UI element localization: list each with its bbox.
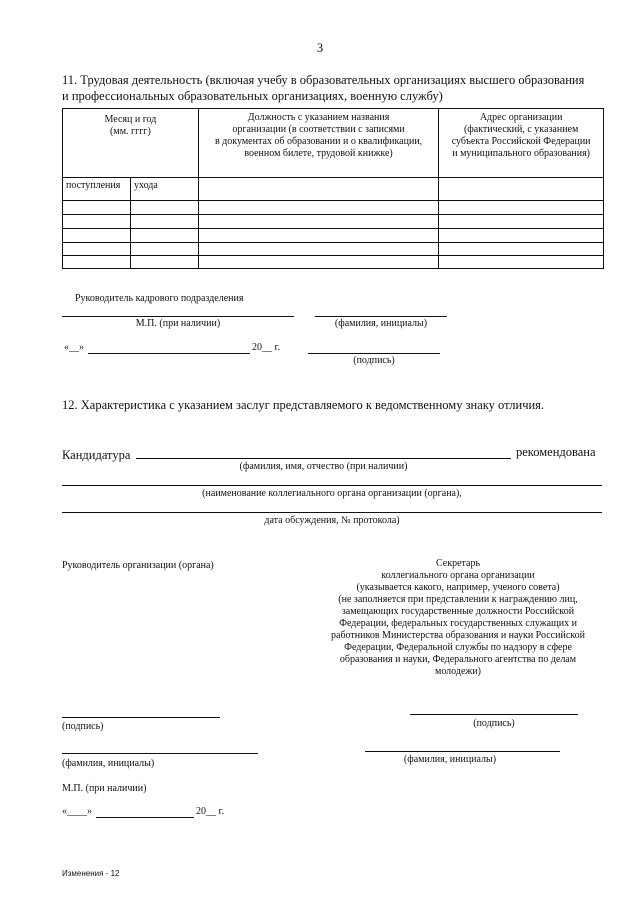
stamp-label: М.П. (при наличии) — [135, 318, 221, 329]
table-row — [63, 256, 604, 269]
hr-signature-line[interactable] — [308, 353, 440, 354]
section-11-heading-line2: и профессиональных образовательных организациях, военную службу) — [62, 89, 443, 103]
date-month-line-2[interactable] — [96, 817, 194, 818]
date-protocol-label: дата обсуждения, № протокола) — [264, 515, 400, 526]
secretary-name-label: (фамилия, инициалы) — [403, 754, 497, 765]
table-row — [63, 215, 604, 229]
section-11-heading — [62, 72, 622, 104]
table-cell[interactable] — [198, 178, 438, 201]
stamp-label-2: М.П. (при наличии) — [62, 783, 147, 794]
org-head-name-label: (фамилия, инициалы) — [62, 758, 155, 769]
hr-name-line[interactable] — [315, 316, 447, 317]
secretary-name-line[interactable] — [365, 751, 560, 752]
candidacy-label: Кандидатура — [62, 448, 131, 462]
table-row — [63, 201, 604, 215]
sub-header-end: ухода — [130, 178, 198, 201]
secretary-signature-line[interactable] — [410, 714, 578, 715]
footer-note: Изменения - 12 — [62, 869, 120, 878]
col-address-header: Адрес организации (фактический, с указанием субъекта Российской Федерации и муниципального образования) — [439, 109, 604, 178]
org-head-signature-label: (подпись) — [62, 721, 104, 732]
page-number: 3 — [316, 41, 324, 55]
hr-signature-label: (подпись) — [353, 355, 395, 366]
hr-name-label: (фамилия, инициалы) — [334, 318, 428, 329]
hr-head-label: Руководитель кадрового подразделения — [75, 293, 244, 304]
collegial-body-line[interactable] — [62, 485, 602, 486]
secretary-signature-label: (подпись) — [473, 718, 515, 729]
sub-header-start: поступления — [63, 178, 131, 201]
secretary-block: Секретарь коллегиального органа организации (указывается какого, например, ученого совета) (не заполняется при представлении к награждению лиц, замещающих государственные должности Российской Федерации, федеральных государственных служащих и работников Министерства образования и науки Российской Федерации, Федеральной службы по надзору в сфере образования и науки, Федерального агентства по делам молодежи) — [331, 558, 585, 677]
date-year: 20__ г. — [252, 342, 280, 353]
candidacy-name-line[interactable] — [136, 458, 511, 459]
org-head-signature-line[interactable] — [62, 717, 220, 718]
date-protocol-line[interactable] — [62, 512, 602, 513]
section-12-heading: 12. Характеристика с указанием заслуг представляемого к ведомственному знаку отличия. — [62, 398, 545, 412]
employment-table — [62, 108, 604, 269]
table-row — [63, 243, 604, 256]
section-11-heading-line1: 11. Трудовая деятельность (включая учебу в образовательных организациях высшего образования — [62, 73, 585, 87]
table-row — [63, 229, 604, 243]
date-day-2: «____» — [62, 806, 92, 817]
date-year-2: 20__ г. — [196, 806, 224, 817]
date-month-line[interactable] — [88, 353, 250, 354]
col-month-year-header: Месяц и год (мм. гггг) — [63, 109, 199, 178]
table-cell[interactable] — [439, 178, 604, 201]
stamp-line[interactable] — [62, 316, 294, 317]
org-head-name-line[interactable] — [62, 753, 258, 754]
recommended-label: рекомендована — [516, 445, 596, 459]
full-name-label: (фамилия, имя, отчество (при наличии) — [239, 461, 408, 472]
date-day: «__» — [64, 342, 84, 353]
table-row — [63, 178, 604, 201]
collegial-body-label: (наименование коллегиального органа организации (органа), — [202, 488, 462, 499]
org-head-label: Руководитель организации (органа) — [62, 560, 214, 571]
table-header-row — [63, 109, 604, 178]
col-position-header: Должность с указанием названия организации (в соответствии с записями в документах об образовании и о квалификации, военном билете, трудовой книжке) — [198, 109, 438, 178]
